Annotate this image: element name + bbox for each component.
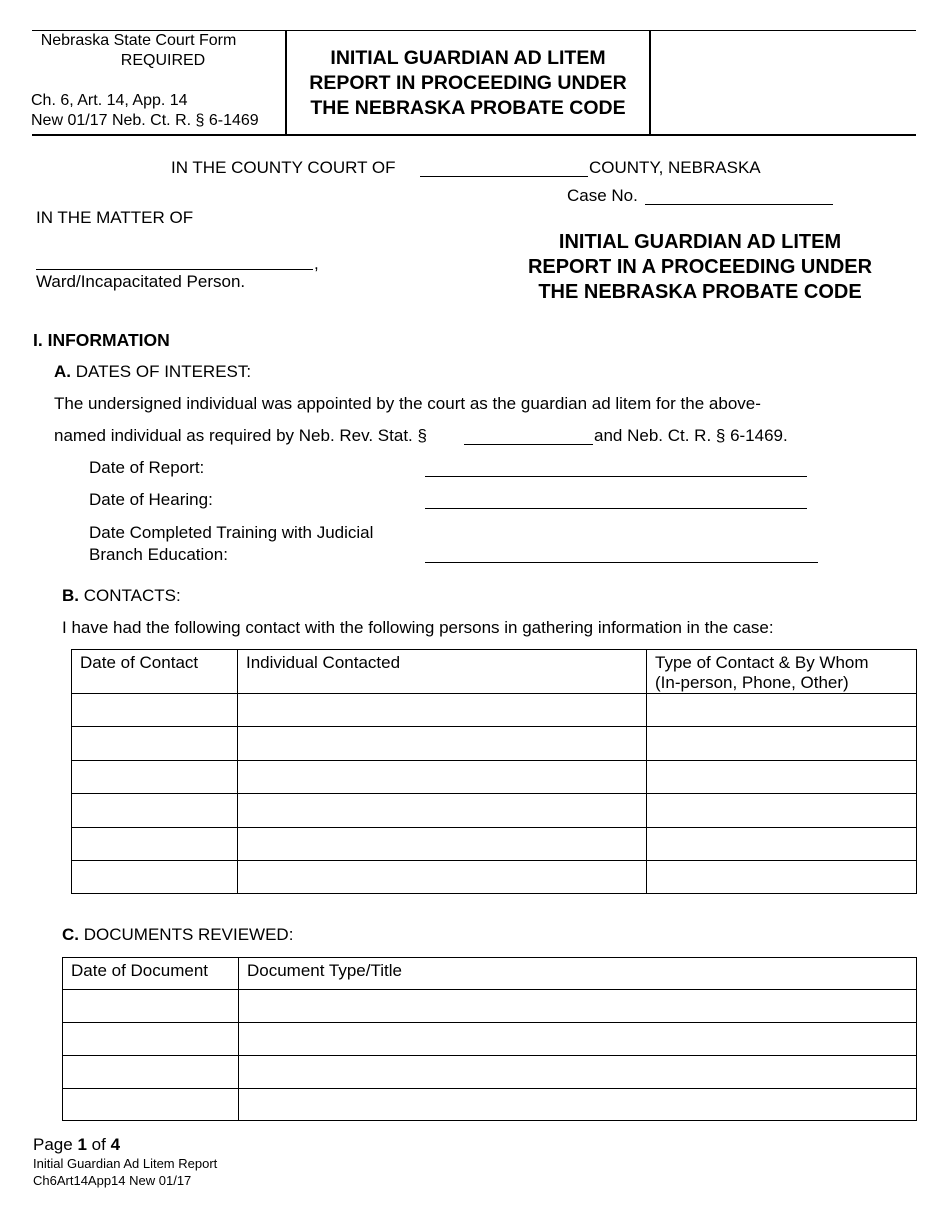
contacts-intro-text: I have had the following contact with the following persons in gathering information in the case: [62, 618, 774, 637]
contacts-table [71, 649, 917, 894]
ward-name-field[interactable] [36, 269, 313, 270]
table-header-row [72, 650, 917, 694]
table-cell[interactable] [647, 828, 917, 861]
required-label: REQUIRED [120, 52, 206, 69]
appointment-text-prefix: named individual as required by Neb. Rev. Stat. § [54, 426, 427, 445]
ward-comma: , [314, 254, 319, 273]
table-cell[interactable] [72, 694, 238, 727]
table-row [72, 861, 917, 894]
table-cell[interactable] [239, 1056, 917, 1089]
case-no-label: Case No. [567, 186, 638, 205]
table-cell[interactable] [238, 794, 647, 828]
table-cell[interactable] [72, 861, 238, 894]
table-header-row [63, 958, 917, 990]
date-of-report-field[interactable] [425, 476, 807, 477]
table-row [63, 1023, 917, 1056]
appointment-text-line1: The undersigned individual was appointed by the court as the guardian ad litem for the above- [54, 394, 761, 413]
table-cell[interactable] [63, 1023, 239, 1056]
column-header: Date of Contact [72, 650, 238, 694]
table-cell[interactable] [72, 727, 238, 761]
table-row [63, 1056, 917, 1089]
caption-title: INITIAL GUARDIAN AD LITEM REPORT IN A PROCEEDING UNDER THE NEBRASKA PROBATE CODE [527, 231, 873, 303]
date-of-hearing-label: Date of Hearing: [89, 490, 213, 509]
documents-table [62, 957, 917, 1121]
table-row [72, 828, 917, 861]
table-cell[interactable] [647, 861, 917, 894]
table-row [72, 694, 917, 727]
chapter-reference: Ch. 6, Art. 14, App. 14 [31, 92, 188, 109]
county-name-field[interactable] [420, 176, 588, 177]
table-row [72, 761, 917, 794]
table-cell[interactable] [647, 761, 917, 794]
table-cell[interactable] [238, 727, 647, 761]
county-court-prefix: IN THE COUNTY COURT OF [171, 158, 396, 177]
table-cell[interactable] [238, 828, 647, 861]
training-date-label: Date Completed Training with Judicial Branch Education: [89, 523, 374, 564]
contacts-heading: B. CONTACTS: [62, 586, 181, 605]
column-header: Individual Contacted [238, 650, 647, 694]
page-number: Page 1 of 4 [33, 1135, 121, 1154]
ward-label: Ward/Incapacitated Person. [36, 272, 246, 291]
date-of-hearing-field[interactable] [425, 508, 807, 509]
table-row [63, 990, 917, 1023]
footer-form-name: Initial Guardian Ad Litem Report [33, 1156, 218, 1171]
section-heading: I. INFORMATION [33, 330, 170, 350]
table-cell[interactable] [72, 761, 238, 794]
rule-reference: New 01/17 Neb. Ct. R. § 6-1469 [31, 112, 259, 129]
table-cell[interactable] [239, 990, 917, 1023]
table-cell[interactable] [63, 1056, 239, 1089]
table-cell[interactable] [647, 694, 917, 727]
in-the-matter-label: IN THE MATTER OF [36, 208, 194, 227]
appointment-text-suffix: and Neb. Ct. R. § 6-1469. [594, 426, 788, 445]
table-cell[interactable] [63, 990, 239, 1023]
table-cell[interactable] [63, 1089, 239, 1121]
statute-section-field[interactable] [464, 444, 593, 445]
case-number-field[interactable] [645, 204, 833, 205]
training-date-field[interactable] [425, 562, 818, 563]
county-court-suffix: COUNTY, NEBRASKA [589, 158, 761, 177]
table-cell[interactable] [238, 761, 647, 794]
table-row [72, 727, 917, 761]
dates-of-interest-heading: A. DATES OF INTEREST: [54, 362, 252, 381]
table-cell[interactable] [239, 1023, 917, 1056]
header-title: INITIAL GUARDIAN AD LITEM REPORT IN PROCEEDING UNDER THE NEBRASKA PROBATE CODE [309, 47, 627, 119]
table-row [72, 794, 917, 828]
table-cell[interactable] [239, 1089, 917, 1121]
table-cell[interactable] [72, 828, 238, 861]
table-cell[interactable] [238, 861, 647, 894]
date-of-report-label: Date of Report: [89, 458, 205, 477]
footer-form-code: Ch6Art14App14 New 01/17 [33, 1173, 192, 1188]
form-name-line: Nebraska State Court Form [40, 32, 237, 49]
column-header: Date of Document [63, 958, 239, 990]
table-cell[interactable] [647, 727, 917, 761]
documents-heading: C. DOCUMENTS REVIEWED: [62, 925, 294, 944]
column-header: Document Type/Title [239, 958, 917, 990]
table-cell[interactable] [238, 694, 647, 727]
table-cell[interactable] [647, 794, 917, 828]
table-cell[interactable] [72, 794, 238, 828]
table-row [63, 1089, 917, 1121]
column-header: Type of Contact & By Whom (In-person, Phone, Other) [647, 650, 917, 694]
